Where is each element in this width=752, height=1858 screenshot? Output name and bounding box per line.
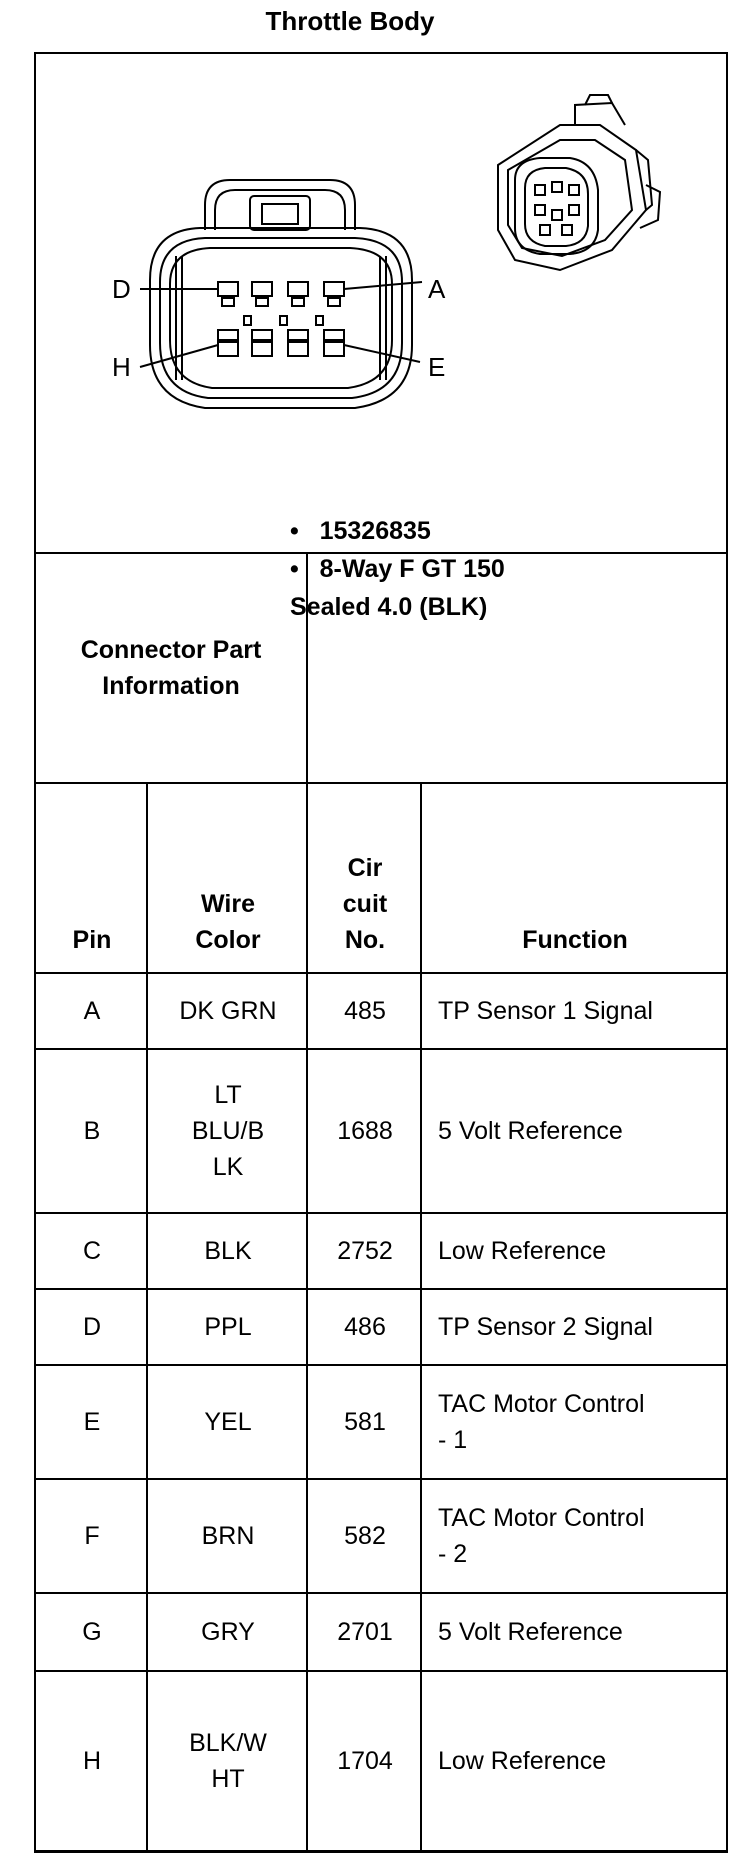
circuit-cell: 486 [344, 1313, 386, 1341]
pin-label-e: E [428, 352, 446, 382]
connector-part-number: • 15326835 [290, 517, 431, 545]
pin-cell: C [82, 1237, 102, 1265]
function-cell: TP Sensor 2 Signal [438, 1313, 653, 1341]
header-wire-color: Wire Color [195, 890, 261, 954]
wire-color-cell: YEL [204, 1408, 252, 1436]
wire-color-cell: DK GRN [179, 997, 277, 1025]
circuit-cell: 2701 [337, 1618, 393, 1646]
connector-description: • 8-Way F GT 150 [290, 555, 505, 583]
pin-label-a: A [428, 274, 446, 304]
wire-color-cell: PPL [204, 1313, 252, 1341]
connector-seal-info: Sealed 4.0 (BLK) [290, 593, 488, 621]
wire-color-cell: BLK [204, 1237, 252, 1265]
function-cell: TAC Motor Control - 2 [438, 1504, 645, 1568]
connector-info-label: Connector Part Information [80, 636, 262, 700]
function-cell: TP Sensor 1 Signal [438, 997, 653, 1025]
wire-color-cell: BRN [201, 1522, 255, 1550]
pin-label-d: D [112, 274, 131, 304]
wire-color-cell: GRY [201, 1618, 255, 1646]
function-cell: Low Reference [438, 1237, 607, 1265]
function-cell: TAC Motor Control - 1 [438, 1390, 645, 1454]
pin-cell: D [82, 1313, 102, 1341]
circuit-cell: 2752 [337, 1237, 393, 1265]
header-function: Function [522, 926, 628, 954]
pin-label-h: H [112, 352, 131, 382]
function-cell: Low Reference [438, 1747, 607, 1775]
circuit-cell: 485 [344, 997, 386, 1025]
function-cell: 5 Volt Reference [438, 1117, 623, 1145]
header-pin: Pin [72, 926, 112, 954]
function-cell: 5 Volt Reference [438, 1618, 623, 1646]
header-circuit-number: Cir cuit No. [342, 854, 388, 954]
pin-cell: A [83, 997, 101, 1025]
circuit-cell: 1688 [337, 1117, 393, 1145]
page-title: Throttle Body [265, 6, 435, 36]
circuit-cell: 582 [344, 1522, 386, 1550]
connector-info-values [290, 512, 505, 626]
pin-cell: E [83, 1408, 101, 1436]
wire-color-cell: BLK/W HT [189, 1729, 267, 1793]
wire-color-cell: LT BLU/B LK [191, 1081, 265, 1181]
pin-cell: H [82, 1747, 102, 1775]
pin-cell: F [84, 1522, 100, 1550]
circuit-cell: 1704 [337, 1747, 393, 1775]
pin-cell: G [82, 1618, 102, 1646]
pin-cell: B [83, 1117, 101, 1145]
circuit-cell: 581 [344, 1408, 386, 1436]
